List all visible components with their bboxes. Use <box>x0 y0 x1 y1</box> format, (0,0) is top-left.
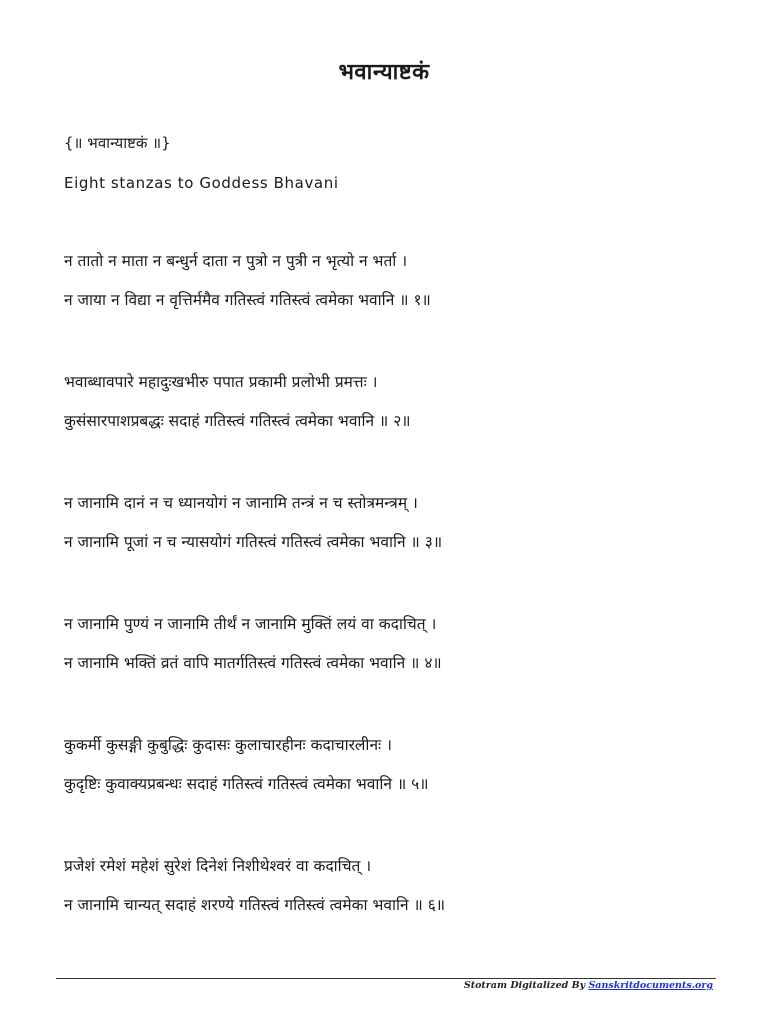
stanza-5-line-1: कुकर्मी कुसङ्गी कुबुद्धिः कुदासः कुलाचारहीनः कदाचारलीनः । <box>64 736 392 754</box>
stanza-2 <box>64 371 744 432</box>
footer-credit <box>464 980 713 991</box>
stanza-1-line-2: न जाया न विद्या न वृत्तिर्ममैव गतिस्त्वं गतिस्त्वं त्वमेका भवानि ॥ १॥ <box>64 291 431 309</box>
stanza-6-line-1: प्रजेशं रमेशं महेशं सुरेशं दिनेशं निशीथेश्वरं वा कदाचित् । <box>64 857 372 875</box>
stanza-6 <box>64 855 744 916</box>
stanza-5-line-2: कुदृष्टिः कुवाक्यप्रबन्धः सदाहं गतिस्त्वं गतिस्त्वं त्वमेका भवानि ॥ ५॥ <box>64 775 429 793</box>
footer-prefix: Stotram Digitalized By <box>463 980 589 991</box>
page-title: भवान्याष्टकं <box>338 60 430 85</box>
stanza-5 <box>64 734 744 795</box>
stanza-2-line-1: भवाब्धावपारे महादुःखभीरु पपात प्रकामी प्रलोभी प्रमत्तः । <box>64 373 378 391</box>
stotram-heading: {॥ भवान्याष्टकं ॥} <box>64 134 171 152</box>
stanza-1 <box>64 250 744 311</box>
stanza-2-line-2: कुसंसारपाशप्रबद्धः सदाहं गतिस्त्वं गतिस्त्वं त्वमेका भवानि ॥ २॥ <box>64 412 411 430</box>
sanskritdocuments-link[interactable]: Sanskritdocuments.org <box>588 980 713 991</box>
stanza-6-line-2: न जानामि चान्यत् सदाहं शरण्ये गतिस्त्वं गतिस्त्वं त्वमेका भवानि ॥ ६॥ <box>64 896 446 914</box>
verses-container <box>64 250 744 976</box>
stanza-4-line-2: न जानामि भक्तिं व्रतं वापि मातर्गतिस्त्वं गतिस्त्वं त्वमेका भवानि ॥ ४॥ <box>64 654 442 672</box>
footer-divider <box>56 978 716 979</box>
stanza-3 <box>64 492 744 553</box>
stanza-3-line-1: न जानामि दानं न च ध्यानयोगं न जानामि तन्त्रं न च स्तोत्रमन्त्रम् । <box>64 494 418 512</box>
stanza-3-line-2: न जानामि पूजां न च न्यासयोगं गतिस्त्वं गतिस्त्वं त्वमेका भवानि ॥ ३॥ <box>64 533 443 551</box>
stanza-4-line-1: न जानामि पुण्यं न जानामि तीर्थं न जानामि मुक्तिं लयं वा कदाचित् । <box>64 615 437 633</box>
stanza-4 <box>64 613 744 674</box>
page-subtitle: Eight stanzas to Goddess Bhavani <box>64 174 339 192</box>
stanza-1-line-1: न तातो न माता न बन्धुर्न दाता न पुत्रो न पुत्री न भृत्यो न भर्ता । <box>64 252 408 270</box>
